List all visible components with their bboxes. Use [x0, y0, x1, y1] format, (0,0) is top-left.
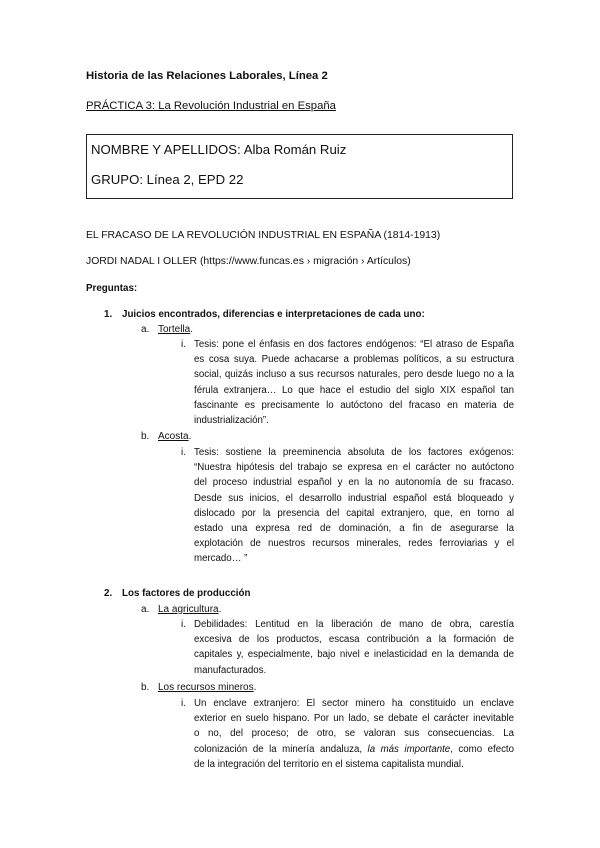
- article-title: EL FRACASO DE LA REVOLUCIÓN INDUSTRIAL EN ESPAÑA (1814-1913): [86, 230, 441, 241]
- section-2-item-a-point: i.: [181, 619, 186, 630]
- section-2-item-a: [158, 604, 221, 615]
- course-title: Historia de las Relaciones Laborales, Línea 2: [86, 70, 328, 82]
- text-line: explotación de nuestros recursos minerales, redes ferroviarias y el: [194, 538, 514, 550]
- text-line: “Nuestra hipótesis del trabajo se expresa en el carácter no autóctono: [194, 462, 514, 474]
- section-1-item-a-text: [194, 337, 514, 428]
- section-1-title: Juicios encontrados, diferencias e interpretaciones de cada uno:: [122, 309, 425, 320]
- item-label: Acosta: [158, 431, 189, 442]
- text-line: dislocado por la presencia del capital extranjero, que, en torno al: [194, 507, 514, 519]
- item-suffix: .: [218, 604, 222, 615]
- student-group: GRUPO: Línea 2, EPD 22: [91, 172, 244, 187]
- text-line: mercado… ”: [194, 553, 248, 565]
- text-line: excesiva de los productos, escasa contribución a la formación de: [194, 634, 514, 646]
- section-2-title: Los factores de producción: [122, 588, 251, 599]
- practice-title: PRÁCTICA 3: La Revolución Industrial en España: [86, 100, 336, 112]
- questions-label: Preguntas:: [86, 283, 138, 294]
- text-line: o no, del proceso; de otro, se valoran sus consecuencias. La: [194, 728, 514, 740]
- text-line: manufacturados.: [194, 664, 267, 676]
- section-2-item-b: [158, 682, 256, 693]
- section-1-item-b: [158, 431, 191, 442]
- item-suffix: .: [188, 431, 192, 442]
- item-suffix: .: [190, 324, 194, 335]
- item-suffix: .: [253, 682, 257, 693]
- text-line: capitales y, especialmente, bajo nivel e inelasticidad en la demanda de: [194, 649, 514, 661]
- text-line: social, quizás incluso a sus recursos naturales, pero desde luego no a la: [194, 369, 514, 381]
- section-1-item-a: [158, 324, 193, 335]
- text-line: fascinante es precisamente lo autóctono del fracaso en materia de: [194, 399, 514, 411]
- item-label: Tortella: [158, 324, 191, 335]
- section-1-item-b-point: i.: [181, 447, 186, 458]
- text-line: Un enclave extranjero: El sector minero ha constituido un enclave: [194, 698, 514, 709]
- section-1-item-a-letter: a.: [141, 324, 150, 335]
- section-2-item-a-text: [194, 617, 514, 678]
- section-2-number: 2.: [104, 588, 113, 599]
- text-line-with-italic: [194, 742, 514, 757]
- text-line: Tesis: sostiene la preeminencia absoluta de los factores exógenos:: [194, 447, 514, 458]
- item-label: La agricultura: [158, 604, 219, 615]
- text-line: férula extranjera… Lo que hace el estudio del siglo XIX español tan: [194, 384, 514, 396]
- text-line: Debilidades: Lentitud en la liberación de mano de obra, carestía: [194, 619, 514, 630]
- section-2-item-b-text: [194, 696, 514, 772]
- section-2-item-b-point: i.: [181, 698, 186, 709]
- italic-phrase: la más importante: [367, 743, 451, 755]
- text-line: industrialización”.: [194, 415, 269, 427]
- article-author: JORDI NADAL I OLLER (https://www.funcas.es › migración › Artículos): [86, 256, 411, 267]
- section-1-item-b-text: [194, 445, 514, 567]
- text-segment: , como efecto: [450, 743, 515, 755]
- section-1-item-b-letter: b.: [141, 431, 150, 442]
- text-line: Desde sus inicios, el desarrollo industrial español está bloqueado y: [194, 492, 514, 504]
- text-segment: colonización de la minería andaluza,: [194, 743, 368, 755]
- section-2-item-b-letter: b.: [141, 682, 150, 693]
- student-name: NOMBRE Y APELLIDOS: Alba Román Ruiz: [91, 142, 347, 157]
- text-line: del proceso industrial español y en la no autonomía de su fracaso.: [194, 477, 514, 489]
- section-2-item-a-letter: a.: [141, 604, 150, 615]
- text-line: de la integración del territorio en el sistema capitalista mundial.: [194, 758, 464, 770]
- text-line: estado una expresa red de dominación, a fin de asegurarse la: [194, 523, 514, 535]
- section-1-item-a-point: i.: [181, 339, 186, 350]
- student-info-box: [86, 134, 513, 199]
- section-1-number: 1.: [104, 309, 113, 320]
- text-line: es cosa suya. Puede achacarse a problemas políticos, a su estructura: [194, 354, 514, 366]
- text-line: exterior en suelo hispano. Por un lado, se debate el carácter inevitable: [194, 713, 514, 725]
- text-line: Tesis: pone el énfasis en dos factores endógenos: “El atraso de España: [194, 339, 514, 350]
- item-label: Los recursos mineros: [158, 682, 254, 693]
